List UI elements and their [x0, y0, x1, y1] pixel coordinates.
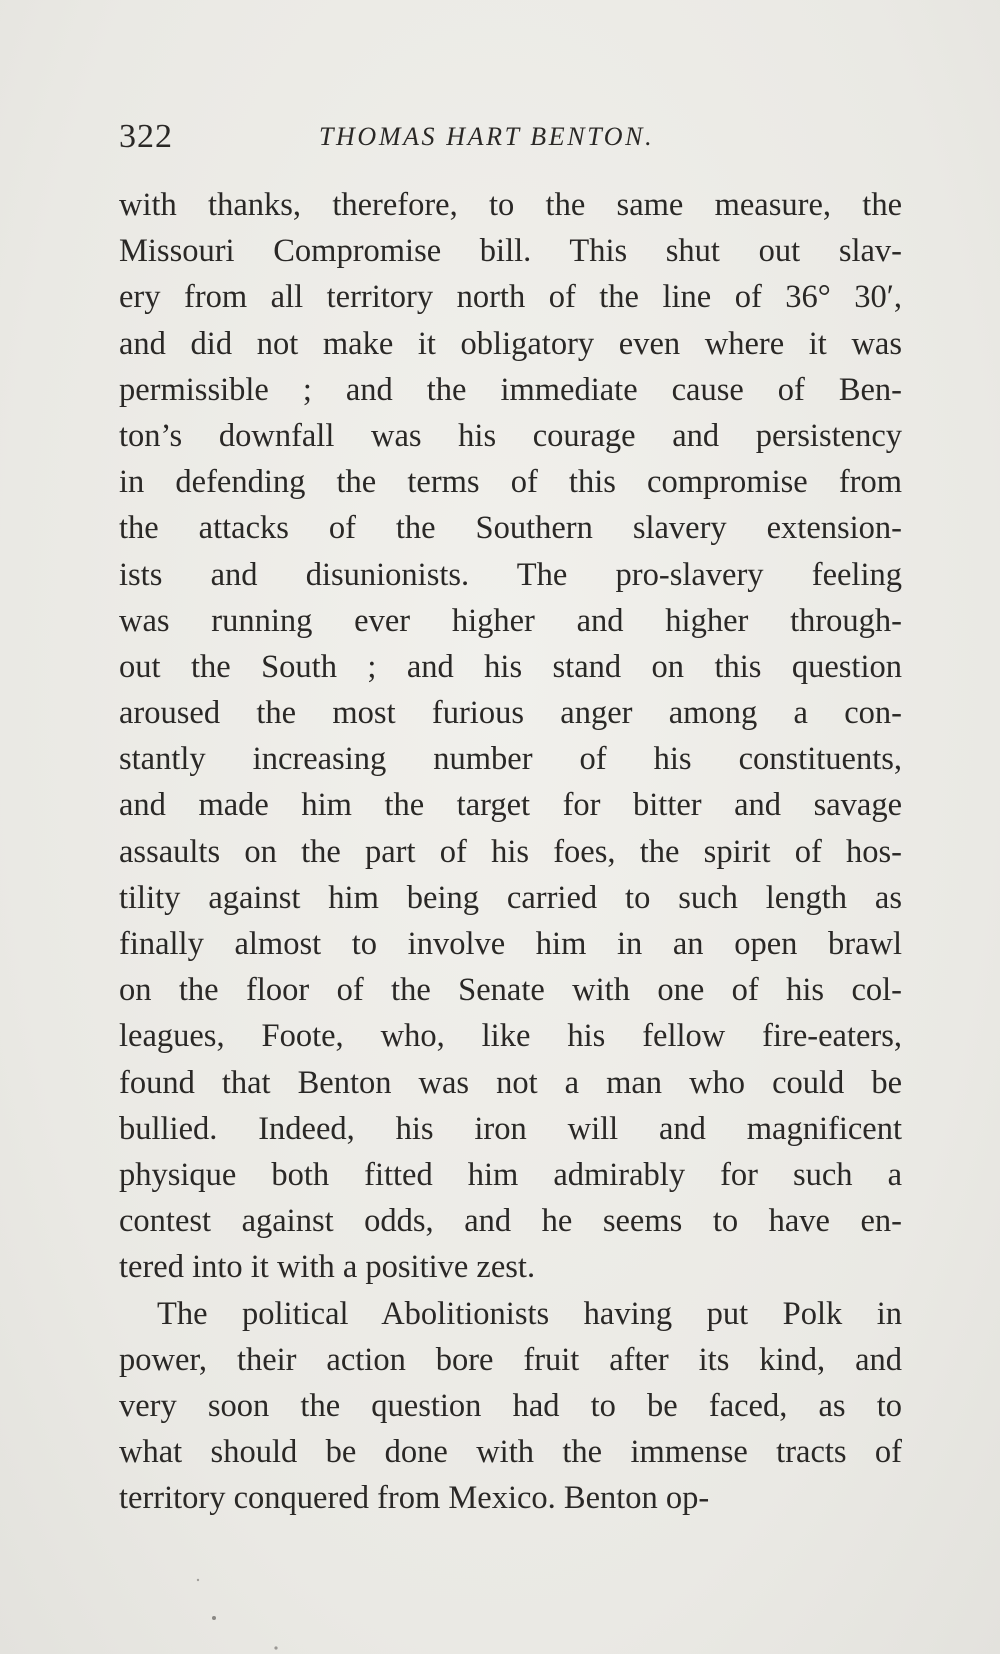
- text-line: with thanks, therefore, to the same measure, the: [119, 187, 902, 223]
- text-line: tered into it with a positive zest.: [119, 1249, 536, 1286]
- text-line: tility against him being carried to such length as: [119, 879, 902, 916]
- paper-speck: [197, 1579, 199, 1581]
- text-line: ton’s downfall was his courage and persistency: [119, 417, 902, 454]
- text-line: aroused the most furious anger among a con-: [119, 695, 902, 732]
- text-line: The political Abolitionists having put Polk in: [157, 1295, 902, 1332]
- text-line: ery from all territory north of the line of 36° 30′,: [119, 279, 902, 316]
- text-line: assaults on the part of his foes, the spirit of hos-: [119, 833, 902, 870]
- text-line: the attacks of the Southern slavery extension-: [119, 510, 902, 547]
- text-line: and did not make it obligatory even where it was: [119, 325, 902, 362]
- text-line: leagues, Foote, who, like his fellow fire-eaters,: [119, 1018, 902, 1055]
- text-line: found that Benton was not a man who could be: [119, 1064, 902, 1101]
- text-line: physique both fitted him admirably for such a: [119, 1156, 902, 1193]
- text-line: out the South ; and his stand on this question: [119, 648, 902, 685]
- text-line: stantly increasing number of his constituents,: [119, 741, 902, 778]
- running-title: THOMAS HART BENTON.: [319, 122, 655, 151]
- text-line: Missouri Compromise bill. This shut out slav-: [119, 233, 902, 270]
- text-line: power, their action bore fruit after its kind, and: [119, 1341, 902, 1378]
- text-line: in defending the terms of this compromise from: [119, 464, 902, 501]
- text-line: finally almost to involve him in an open brawl: [119, 926, 902, 962]
- text-line: permissible ; and the immediate cause of Ben-: [119, 371, 902, 408]
- text-line: bullied. Indeed, his iron will and magnificent: [119, 1110, 902, 1147]
- text-line: on the floor of the Senate with one of his col-: [119, 972, 902, 1009]
- text-line: contest against odds, and he seems to have en-: [119, 1203, 902, 1240]
- running-head: [119, 112, 909, 162]
- text-line: ists and disunionists. The pro-slavery feeling: [119, 556, 902, 593]
- page-number: 322: [119, 118, 173, 155]
- text-line: was running ever higher and higher through-: [119, 602, 902, 639]
- paper-speck: [274, 1646, 277, 1649]
- body-text: [119, 182, 902, 1521]
- text-line: what should be done with the immense tracts of: [119, 1434, 902, 1471]
- text-line: territory conquered from Mexico. Benton op-: [119, 1480, 710, 1517]
- text-line: very soon the question had to be faced, as to: [119, 1387, 902, 1424]
- paper-speck: [212, 1616, 216, 1620]
- text-line: and made him the target for bitter and savage: [119, 787, 902, 824]
